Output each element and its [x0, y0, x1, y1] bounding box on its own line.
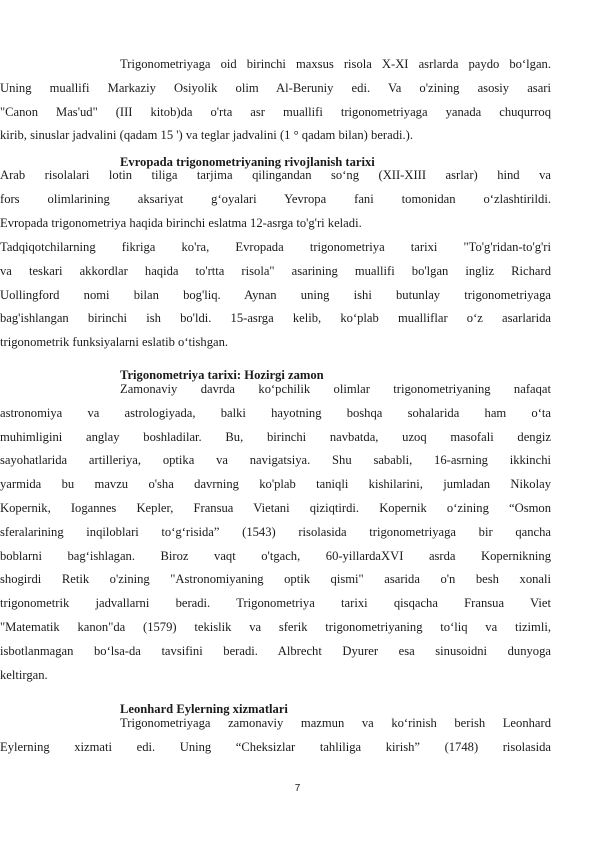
text-line: boblarni bagʻishlagan. Biroz vaqt o'tgach, 60-yillardaXVI asrda Kopernikning: [0, 548, 551, 563]
text-line: bag'ishlangan birinchi ish bo'ldi. 15-asrga kelib, koʻplab mualliflar oʻz asarlarida: [0, 311, 551, 326]
text-line: sayohatlarida artilleriya, optika va navigatsiya. Shu sababli, 16-asrning ikkinchi: [0, 453, 551, 468]
paragraph-modern-era: [0, 378, 551, 687]
text-line: Tadqiqotchilarning fikriga ko'ra, Evropada trigonometriya tarixi "To'g'ridan-to'g'ri: [0, 240, 551, 254]
text-line: Zamonaviy davrda koʻpchilik olimlar trigonometriyaning nafaqat: [120, 382, 551, 396]
text-line: Trigonometriyaga oid birinchi maxsus risola X-XI asrlarda paydo boʻlgan.: [120, 57, 551, 71]
text-line: isbotlanmagan boʻlsa-da tavsifini beradi. Albrecht Dyurer esa sinusoidni dunyoga: [0, 643, 551, 658]
text-line: muhimligini anglay boshladilar. Bu, birinchi navbatda, uzoq masofali dengiz: [0, 429, 551, 444]
paragraph-beruniy: [0, 53, 551, 148]
text-line: trigonometrik funksiyalarni eslatib oʻtishgan.: [0, 335, 229, 350]
text-line: sferalarining inqiloblari toʻgʻrisida” (1543) risolasida trigonometriyaga bir qancha: [0, 524, 551, 539]
text-line: astronomiya va astrologiyada, balki hayotning boshqa sohalarida ham oʻta: [0, 405, 551, 420]
text-line: "Matematik kanon"da (1579) tekislik va sferik trigonometriyaning toʻliq va tizimli,: [0, 619, 551, 634]
text-line: keltirgan.: [0, 667, 48, 682]
section-heading-euler: Leonhard Eylerning xizmatlari: [120, 702, 288, 716]
text-line: Uollingford nomi bilan bog'liq. Aynan uning ishi butunlay trigonometriyaga: [0, 287, 551, 302]
text-line: shogirdi Retik o'zining "Astronomiyaning optik qismi" asarida o'n besh xonali: [0, 572, 551, 587]
text-line: Trigonometriyaga zamonaviy mazmun va koʻrinish berish Leonhard: [120, 716, 551, 730]
text-line: yarmida bu mavzu o'sha davrning ko'plab taniqli kishilarini, jumladan Nikolay: [0, 477, 551, 492]
text-line: "Canon Mas'ud" (III kitob)da o'rta asr muallifi trigonometriyaga yanada chuqurroq: [0, 104, 551, 119]
paragraph-euler: [0, 712, 551, 760]
section-heading-modern: Trigonometriya tarixi: Hozirgi zamon: [120, 368, 324, 382]
text-line: Arab risolalari lotin tiliga tarjima qilingandan soʻng (XII-XIII asrlar) hind va: [0, 168, 551, 182]
text-line: Kopernik, Iogannes Kepler, Fransua Vietani qiziqtirdi. Kopernik oʻzining “Osmon: [0, 500, 551, 515]
page-number: 7: [294, 783, 301, 794]
text-line: Evropada trigonometriya haqida birinchi eslatma 12-asrga to'g'ri keladi.: [0, 215, 362, 230]
text-line: kirib, sinuslar jadvalini (qadam 15 ') va teglar jadvalini (1 ° qadam bilan) beradi.).: [0, 128, 413, 143]
paragraph-arab-translations: [0, 164, 551, 235]
paragraph-wallingford: [0, 236, 551, 355]
section-heading-europe: Evropada trigonometriyaning rivojlanish tarixi: [120, 155, 375, 169]
text-line: va teskari akkordlar haqida to'rtta risola" asarining muallifi bo'lgan ingliz Richard: [0, 263, 551, 278]
text-line: Eylerning xizmati edi. Uning “Cheksizlar tahliliga kirish” (1748) risolasida: [0, 739, 551, 754]
text-line: fors olimlarining aksariyat gʻoyalari Yevropa fani tomonidan oʻzlashtirildi.: [0, 191, 551, 206]
text-line: Uning muallifi Markaziy Osiyolik olim Al-Beruniy edi. Va o'zining asosiy asari: [0, 80, 551, 95]
text-line: trigonometrik jadvallarni beradi. Trigonometriya tarixi qisqacha Fransua Viet: [0, 596, 551, 611]
